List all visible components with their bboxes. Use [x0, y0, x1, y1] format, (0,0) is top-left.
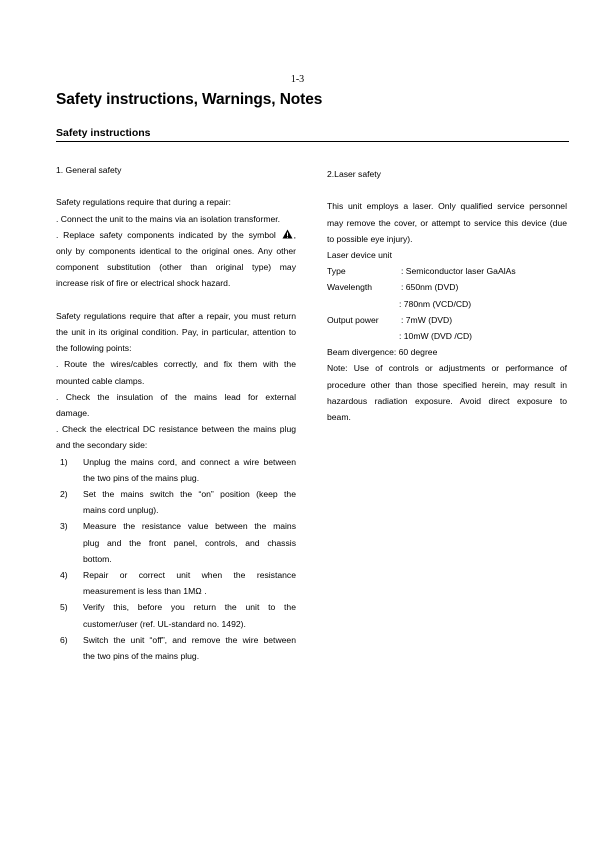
- laser-text-line2: may remove the cover, or attempt to service this device (due: [327, 217, 567, 228]
- list-item: [56, 486, 296, 518]
- beam-divergence: Beam divergence: 60 degree: [327, 347, 438, 358]
- wavelength-value-cd: : 780nm (VCD/CD): [399, 298, 472, 309]
- step-number: 2): [60, 489, 68, 500]
- section-title: Safety instructions: [56, 127, 151, 139]
- repair-rule-isolation: . Connect the unit to the mains via an isolation transformer.: [56, 213, 281, 224]
- repair-rules-intro: Safety regulations require that during a repair:: [56, 197, 231, 208]
- repair-rule-line5: increase risk of fire or electrical shock hazard.: [56, 278, 231, 289]
- step-line: Repair or correct unit when the resistance: [83, 570, 296, 581]
- step-line: mains cord unplug).: [83, 505, 159, 516]
- list-item: [56, 632, 296, 664]
- output-power-label: Output power: [327, 314, 379, 325]
- after-repair-line4: . Route the wires/cables correctly, and fix them with the: [56, 359, 296, 370]
- repair-rule-line3: only by components identical to the original ones. Any other: [56, 246, 296, 256]
- repair-rule-replace-text: . Replace safety components indicated by the symbol: [56, 229, 276, 240]
- step-number: 6): [60, 634, 68, 645]
- step-line: Switch the unit “off”, and remove the wire between: [83, 634, 296, 645]
- after-repair-line1: Safety regulations require that after a repair, you must return: [56, 310, 296, 321]
- laser-safety-heading: 2.Laser safety: [327, 169, 381, 179]
- step-line: Verify this, before you return the unit to the: [83, 602, 296, 613]
- after-repair-line3: the following points:: [56, 343, 132, 354]
- repair-rule-line4: component substitution (other than original type) may: [56, 262, 296, 273]
- laser-type-value: : Semiconductor laser GaAlAs: [401, 266, 516, 277]
- after-repair-line6: . Check the insulation of the mains lead for external: [56, 391, 296, 402]
- laser-type-label: Type: [327, 266, 346, 277]
- laser-note-line3: hazardous radiation exposure. Avoid direct exposure to: [327, 395, 567, 406]
- page-number: 1-3: [290, 74, 305, 85]
- general-safety-column: [56, 162, 296, 664]
- step-line: Unplug the mains cord, and connect a wire between: [83, 456, 296, 467]
- list-item: [56, 567, 296, 599]
- output-power-row: [327, 312, 567, 328]
- laser-text-line1: This unit employs a laser. Only qualified service personnel: [327, 201, 567, 212]
- repair-rule-replace-comma: ,: [293, 229, 296, 240]
- wavelength-value-dvd: : 650nm (DVD): [401, 282, 459, 293]
- warning-triangle-icon: [282, 229, 293, 239]
- step-line: the two pins of the mains plug.: [83, 472, 200, 483]
- after-repair-line7: damage.: [56, 408, 90, 419]
- laser-safety-column: [327, 166, 567, 425]
- list-item: [56, 454, 296, 486]
- laser-note-line1: Note: Use of controls or adjustments or performance of: [327, 363, 567, 374]
- section-divider: [56, 141, 569, 142]
- step-line: the two pins of the mains plug.: [83, 651, 200, 662]
- step-line: measurement is less than 1MΩ .: [83, 586, 207, 597]
- laser-unit-heading: Laser device unit: [327, 250, 392, 260]
- general-safety-heading: 1. General safety: [56, 165, 122, 175]
- laser-note-line4: beam.: [327, 412, 351, 423]
- after-repair-line8: . Check the electrical DC resistance between the mains plug: [56, 424, 296, 435]
- step-number: 4): [60, 570, 68, 581]
- step-line: Set the mains switch the “on” position (keep the: [83, 489, 296, 500]
- step-line: bottom.: [83, 553, 112, 564]
- list-item: [56, 518, 296, 567]
- laser-note-line2: procedure other than those specified herein, may result in: [327, 379, 567, 390]
- wavelength-label: Wavelength: [327, 282, 373, 293]
- step-line: customer/user (ref. UL-standard no. 1492).: [83, 618, 246, 629]
- laser-text-line3: to possible eye injury).: [327, 233, 413, 244]
- output-power-value-dvd: : 7mW (DVD): [401, 314, 453, 325]
- step-line: Measure the resistance value between the mains: [83, 521, 296, 532]
- step-number: 3): [60, 521, 68, 532]
- after-repair-line2: the unit in its original condition. Pay, in particular, attention to: [56, 327, 296, 337]
- step-number: 1): [60, 456, 68, 467]
- after-repair-line5: mounted cable clamps.: [56, 375, 145, 386]
- repair-rule-replace: [56, 227, 296, 243]
- resistance-check-steps: [56, 454, 296, 665]
- output-power-value-cd: : 10mW (DVD /CD): [399, 331, 473, 342]
- after-repair-line9: and the secondary side:: [56, 440, 148, 451]
- laser-type-row: [327, 263, 567, 279]
- step-line: plug and the front panel, controls, and chassis: [83, 537, 296, 548]
- wavelength-row: [327, 279, 567, 295]
- step-number: 5): [60, 602, 68, 613]
- list-item: [56, 599, 296, 631]
- page-title: Safety instructions, Warnings, Notes: [56, 91, 323, 108]
